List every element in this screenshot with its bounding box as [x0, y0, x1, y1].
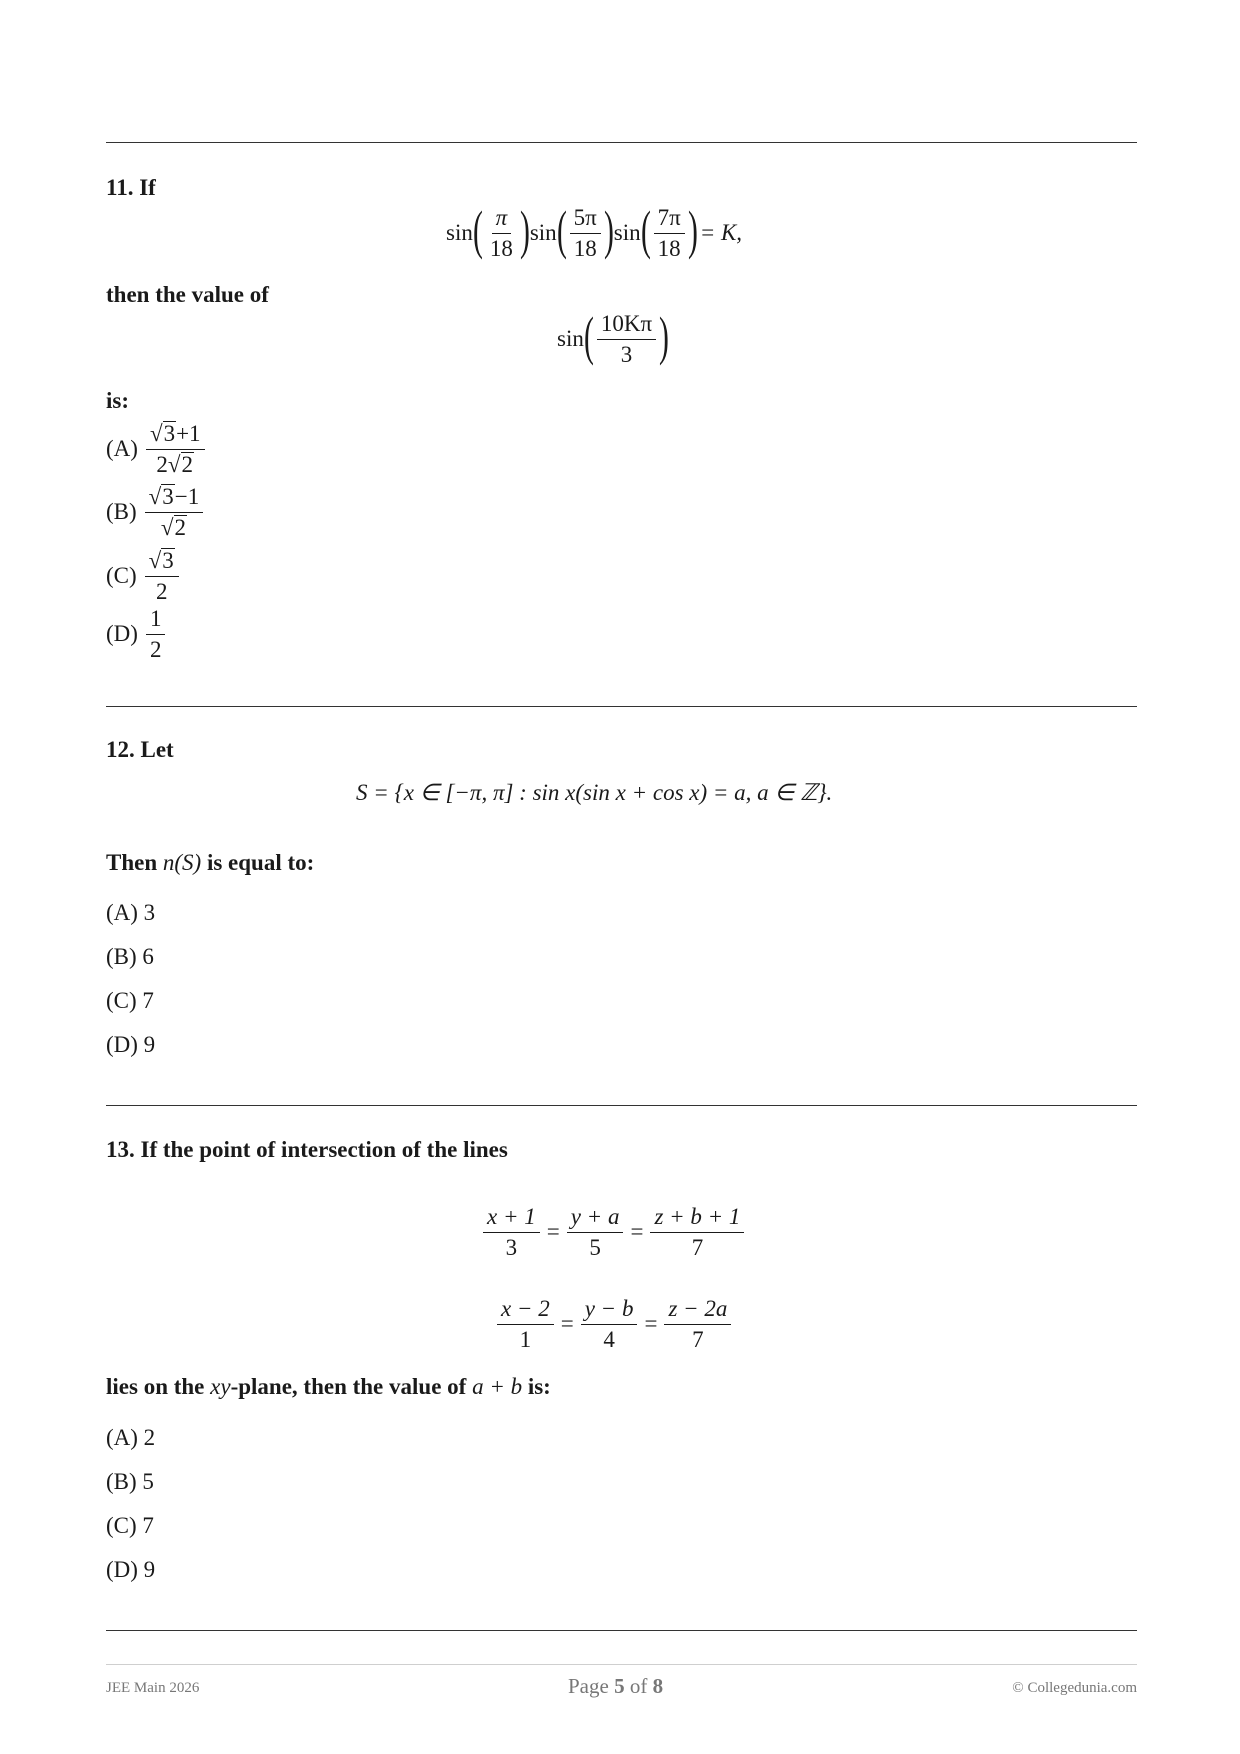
footer-divider — [106, 1664, 1137, 1665]
footer-copyright: © Collegedunia.com — [1012, 1680, 1137, 1696]
q11-option-c[interactable] — [106, 547, 182, 605]
q11-paren: ( — [640, 200, 651, 260]
q13-line2-frac-2: $\frac{y - b}{4}$ — [581, 1296, 638, 1352]
q11-option-c-frac: √ 3 2 — [145, 548, 179, 604]
divider-q11-q12 — [106, 706, 1137, 707]
q11-number: 11. — [106, 175, 134, 200]
footer-page-current: 5 — [614, 1674, 625, 1698]
footer-exam-name: JEE Main 2026 — [106, 1680, 200, 1696]
q11-frac-1-den: 18 — [489, 235, 513, 261]
q12-set-equation: S = {x ∈ [−π, π] : sin x(sin x + cos x) = a, a ∈ ℤ}. — [356, 780, 833, 805]
q11-paren: ) — [687, 200, 698, 260]
q12-heading — [106, 737, 174, 763]
q13-number: 13. — [106, 1137, 135, 1162]
footer-page-total: 8 — [652, 1674, 664, 1698]
q11-sin-1: sin — [446, 220, 473, 245]
q11-frac-3-num: 7π — [654, 205, 685, 233]
q11-expr-sin: sin — [557, 326, 584, 351]
q13-question-plane: xy — [210, 1374, 231, 1399]
sqrt-icon: √ 2 — [160, 514, 187, 540]
q11-option-b-label: (B) — [106, 499, 137, 524]
q12-question-math: n(S) — [162, 850, 202, 875]
q11-sin-2: sin — [529, 220, 557, 245]
q11-expr-den: 3 — [620, 341, 633, 367]
q13-option-b[interactable]: (B) 5 — [106, 1469, 154, 1494]
q11-frac-2-num: 5π — [570, 205, 601, 233]
q13-question — [106, 1374, 551, 1400]
q11-expr-frac — [597, 311, 656, 367]
q11-option-c-label: (C) — [106, 563, 137, 588]
sqrt-icon: √ 2 — [167, 451, 194, 477]
q11-frac-2-den: 18 — [573, 235, 597, 261]
q11-frac-3-den: 18 — [657, 235, 681, 261]
q13-question-post: is: — [527, 1374, 551, 1399]
footer-page-number — [568, 1674, 663, 1699]
q11-paren: ( — [583, 306, 594, 366]
q13-line1-frac-2: $\frac{y + a}{5}$ — [567, 1204, 624, 1260]
q12-option-c[interactable]: (C) 7 — [106, 988, 154, 1013]
q11-option-a-label: (A) — [106, 436, 138, 461]
q13-question-expr: a + b — [472, 1374, 523, 1399]
q11-option-b[interactable] — [106, 483, 206, 541]
sqrt-icon: √ 3 — [148, 484, 174, 510]
q12-question — [106, 850, 314, 876]
divider-q12-q13 — [106, 1105, 1137, 1106]
footer-page-of: of — [629, 1674, 648, 1698]
q13-option-d[interactable]: (D) 9 — [106, 1557, 156, 1582]
q11-heading — [106, 175, 156, 201]
q12-option-a[interactable]: (A) 3 — [106, 900, 156, 925]
footer-page-prefix: Page — [568, 1674, 609, 1698]
q13-option-c[interactable]: (C) 7 — [106, 1513, 154, 1538]
top-divider — [106, 142, 1137, 143]
q11-option-d[interactable] — [106, 605, 168, 663]
q11-frac-1-num: π — [492, 205, 512, 233]
q13-line2-frac-3: $\frac{z - 2a}{7}$ — [664, 1296, 731, 1352]
q11-paren: ( — [556, 200, 567, 260]
q11-intro: If — [139, 175, 156, 200]
q11-option-b-frac: √ 3 −1 √ 2 — [145, 484, 204, 540]
q11-frac-2 — [570, 205, 601, 261]
q13-heading — [106, 1137, 508, 1163]
q11-tail: is: — [106, 388, 129, 413]
q13-question-pre: lies on the — [106, 1374, 205, 1399]
q13-intro: If the point of intersection of the lines — [140, 1137, 508, 1162]
q11-option-d-label: (D) — [106, 621, 138, 646]
q12-option-d[interactable]: (D) 9 — [106, 1032, 156, 1057]
q12-option-b[interactable]: (B) 6 — [106, 944, 154, 969]
q13-question-mid: -plane, then the value of — [230, 1374, 467, 1399]
q12-intro: Let — [140, 737, 174, 762]
q11-paren: ) — [659, 306, 670, 366]
q11-rhs: = K, — [699, 220, 743, 245]
q11-paren: ( — [472, 200, 483, 260]
q11-frac-1 — [486, 205, 517, 261]
q13-line-2: $\frac{x - 2}{1}$ = $\frac{y - b}{4}$ = $\frac{z - 2a}{7}$ — [494, 1292, 734, 1356]
q13-line1-frac-1: $\frac{x + 1}{3}$ — [483, 1204, 540, 1260]
q13-line2-frac-1: $\frac{x - 2}{1}$ — [497, 1296, 554, 1352]
q11-paren: ) — [603, 200, 614, 260]
q11-expression — [557, 306, 669, 372]
q11-option-a[interactable] — [106, 420, 208, 478]
sqrt-icon: √ 3 — [148, 548, 174, 574]
q11-sin-3: sin — [613, 220, 641, 245]
q12-question-post: is equal to: — [206, 850, 315, 875]
q11-paren: ) — [519, 200, 530, 260]
bottom-divider — [106, 1630, 1137, 1631]
q11-mid-text: then the value of — [106, 282, 269, 307]
q13-line1-frac-3: $\frac{z + b + 1}{7}$ — [650, 1204, 744, 1260]
q11-option-a-frac: √ 3 +1 2√ 2 — [146, 421, 205, 477]
q13-option-a[interactable]: (A) 2 — [106, 1425, 156, 1450]
q13-line-1: $\frac{x + 1}{3}$ = $\frac{y + a}{5}$ = $\frac{z + b + 1}{7}$ — [480, 1200, 747, 1264]
q11-frac-3 — [654, 205, 685, 261]
q12-number: 12. — [106, 737, 135, 762]
q11-option-d-frac: $\frac{1}{2}$ — [146, 606, 166, 662]
q12-question-pre: Then — [106, 850, 158, 875]
q11-equation — [446, 200, 742, 266]
q11-expr-num: 10Kπ — [597, 311, 656, 339]
sqrt-icon: √ 3 — [149, 421, 176, 447]
